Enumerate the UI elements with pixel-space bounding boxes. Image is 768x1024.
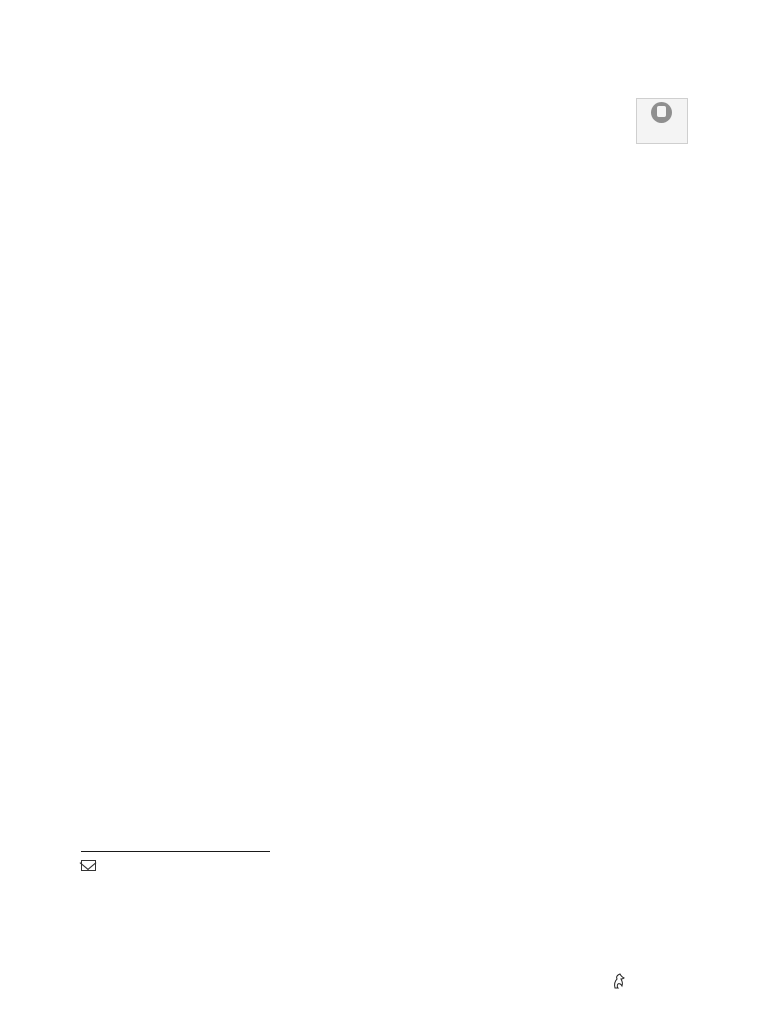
check-for-updates-badge[interactable]: [636, 98, 688, 144]
footnote-divider: [81, 851, 270, 852]
springer-horse-icon: [612, 973, 626, 989]
publisher-logo: [612, 973, 632, 991]
check-updates-icon: [651, 102, 672, 123]
email-envelope-icon: [81, 860, 96, 871]
